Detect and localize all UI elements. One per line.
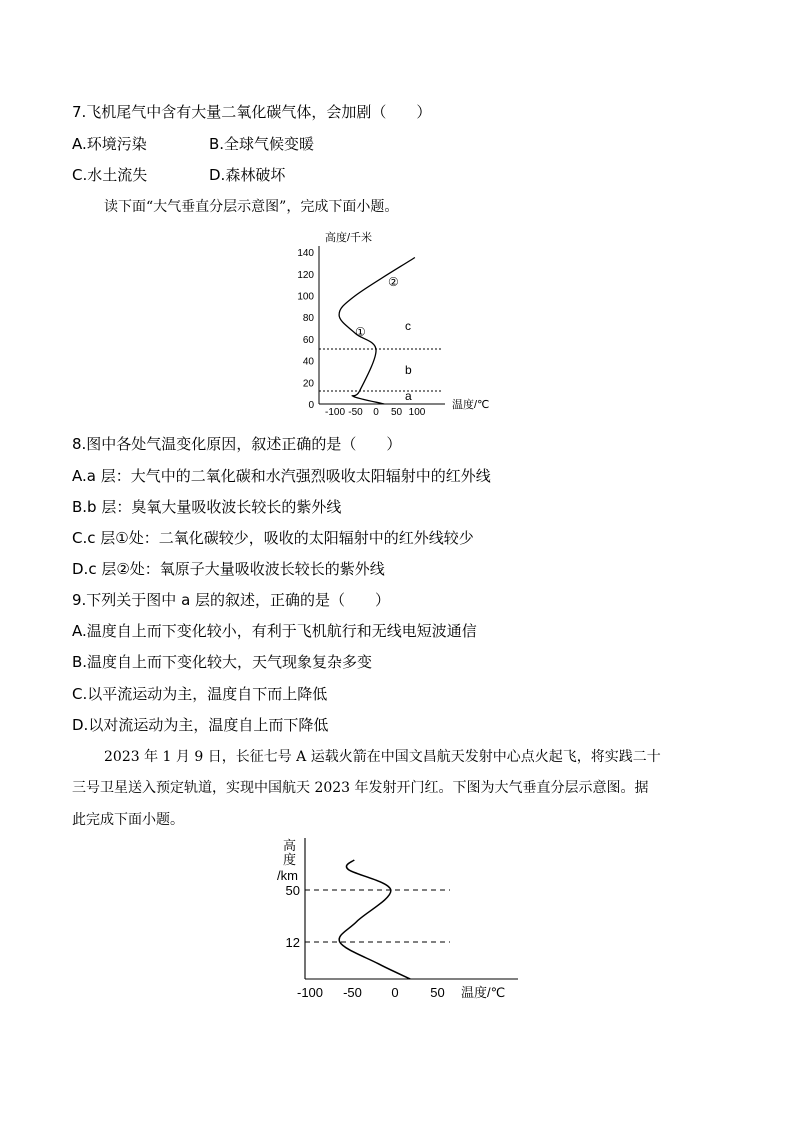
q7-option-a: A.环境污染 [72,135,147,153]
fig1-x-tick: 50 [390,407,403,418]
q8-option-d: D.c 层②处：氧原子大量吸收波长较长的紫外线 [72,560,385,578]
q7-stem: 7.飞机尾气中含有大量二氧化碳气体，会加剧（ ） [72,103,432,121]
fig1-y-tick: 80 [302,313,314,325]
q8-option-c: C.c 层①处：二氧化碳较少，吸收的太阳辐射中的红外线较少 [72,529,474,547]
q7-option-c: C.水土流失 [72,166,148,184]
fig2-x-tick: 50 [430,985,445,1000]
fig1-y-tick: 120 [297,269,314,281]
fig1-temperature-curve [339,258,415,405]
fig2-y-title-2: 度 [283,852,297,867]
fig1-x-axis-title: 温度/℃ [452,399,490,411]
fig2-y-tick-50: 50 [285,883,300,898]
fig2-y-tick-12: 12 [285,935,300,950]
fig1-x-tick: -50 [348,407,363,418]
q9-option-a: A.温度自上而下变化较小，有利于飞机航行和无线电短波通信 [72,622,477,640]
fig2-temperature-curve [339,860,410,979]
fig2-y-title-3: /km [277,868,298,883]
fig2-x-tick: -100 [296,985,324,1000]
fig1-layer-label-c: c [405,319,411,333]
fig1-x-tick: -100 [324,407,346,418]
fig2-x-tick: 0 [391,985,399,1000]
q9-option-c: C.以平流运动为主，温度自下而上降低 [72,685,328,703]
q8-option-a: A.a 层：大气中的二氧化碳和水汽强烈吸收太阳辐射中的红外线 [72,467,491,485]
q7-option-b: B.全球气候变暖 [209,135,315,153]
q7-option-d: D.森林破坏 [209,166,286,184]
fig1-marker-2: ② [388,275,399,289]
fig1-x-tick: 0 [373,407,379,418]
q9-option-b: B.温度自上而下变化较大，天气现象复杂多变 [72,653,373,671]
q9-option-d: D.以对流运动为主，温度自上而下降低 [72,716,329,734]
fig1-layer-label-a: a [405,389,412,403]
fig1-y-axis-title: 高度/千米 [325,232,373,244]
q8-stem: 8.图中各处气温变化原因，叙述正确的是（ ） [72,435,402,453]
fig1-marker-1: ① [355,325,366,339]
intro-2-line-2: 三号卫星送入预定轨道，实现中国航天 2023 年发射开门红。下图为大气垂直分层示意图。据 [72,780,649,796]
q9-stem: 9.下列关于图中 a 层的叙述，正确的是（ ） [72,591,391,609]
intro-1: 读下面“大气垂直分层示意图”，完成下面小题。 [104,199,399,215]
fig1-y-tick: 140 [297,248,314,260]
intro-2-line-1: 2023 年 1 月 9 日，长征七号 A 运载火箭在中国文昌航天发射中心点火起飞，将实践二十 [104,749,661,765]
fig1-y-tick: 100 [297,291,314,303]
fig1-layer-label-b: b [405,363,412,377]
q8-option-b: B.b 层：臭氧大量吸收波长较长的紫外线 [72,498,342,516]
fig1-x-tick: 100 [408,407,426,418]
fig1-y-tick: 40 [302,356,314,368]
fig2-y-title-1: 高 [283,838,297,853]
fig2-x-tick: -50 [343,985,362,1000]
fig2-x-axis-title: 温度/℃ [461,985,506,1000]
intro-2-line-3: 此完成下面小题。 [72,812,184,828]
fig1-y-tick: 0 [308,400,314,411]
fig1-y-tick: 20 [302,378,314,390]
fig1-y-tick: 60 [302,334,314,346]
